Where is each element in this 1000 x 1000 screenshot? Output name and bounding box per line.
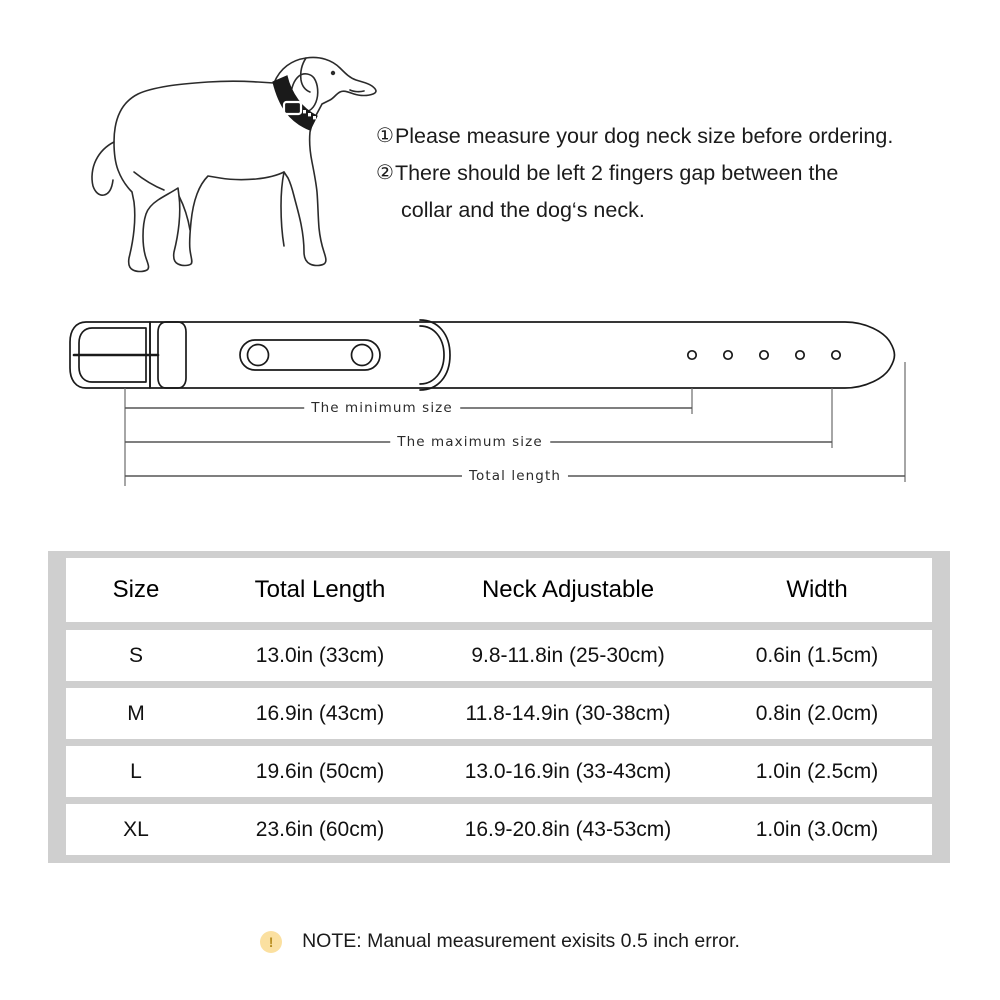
- column-header-size: Size: [112, 576, 160, 603]
- dog-collar-band: [273, 76, 317, 130]
- dog-illustration: [68, 20, 398, 295]
- instruction-text-1: Please measure your dog neck size before ordering.: [394, 124, 894, 148]
- column-header-width: Width: [786, 576, 848, 603]
- instruction-text-2-continuation: collar and the dog‘s neck.: [401, 198, 645, 222]
- cell-neck-adjustable: 16.9-20.8in (43-53cm): [464, 817, 672, 841]
- table-row: [66, 746, 932, 797]
- cell-size: XL: [123, 817, 149, 841]
- cell-total-length: 16.9in (43cm): [255, 701, 385, 725]
- instruction-item-2: [376, 155, 976, 192]
- instructions-block: [376, 118, 976, 229]
- cell-size: M: [127, 701, 145, 725]
- instruction-text-2: There should be left 2 fingers gap between the: [394, 161, 839, 185]
- table-row: [66, 630, 932, 681]
- cell-total-length: 23.6in (60cm): [255, 817, 385, 841]
- cell-total-length: 13.0in (33cm): [255, 643, 385, 667]
- cell-size: S: [128, 643, 143, 667]
- instruction-marker-1: ①: [376, 125, 394, 147]
- dimension-label-maximum: The maximum size: [390, 434, 550, 450]
- dimension-label-total: Total length: [462, 468, 568, 484]
- table-row: [66, 688, 932, 739]
- table-row: [66, 804, 932, 855]
- exclamation-icon: !: [260, 931, 282, 953]
- cell-width: 1.0in (3.0cm): [755, 817, 879, 841]
- note-text: NOTE: Manual measurement exisits 0.5 inch error.: [302, 930, 740, 952]
- size-chart-table: [48, 551, 950, 863]
- column-header-neck-adjustable: Neck Adjustable: [481, 576, 655, 603]
- cell-size: L: [130, 759, 142, 783]
- cell-total-length: 19.6in (50cm): [255, 759, 385, 783]
- cell-neck-adjustable: 9.8-11.8in (25-30cm): [471, 643, 665, 667]
- instruction-marker-2: ②: [376, 162, 394, 184]
- collar-diagram: [0, 296, 1000, 496]
- note-bar: [0, 930, 1000, 953]
- cell-neck-adjustable: 11.8-14.9in (30-38cm): [465, 701, 671, 725]
- cell-width: 0.8in (2.0cm): [755, 701, 879, 725]
- cell-neck-adjustable: 13.0-16.9in (33-43cm): [464, 759, 672, 783]
- cell-width: 1.0in (2.5cm): [755, 759, 879, 783]
- dimension-label-minimum: The minimum size: [304, 400, 460, 416]
- table-header-row: [66, 558, 932, 622]
- instruction-item-1: [376, 118, 976, 155]
- cell-width: 0.6in (1.5cm): [755, 643, 879, 667]
- column-header-total-length: Total Length: [254, 576, 386, 603]
